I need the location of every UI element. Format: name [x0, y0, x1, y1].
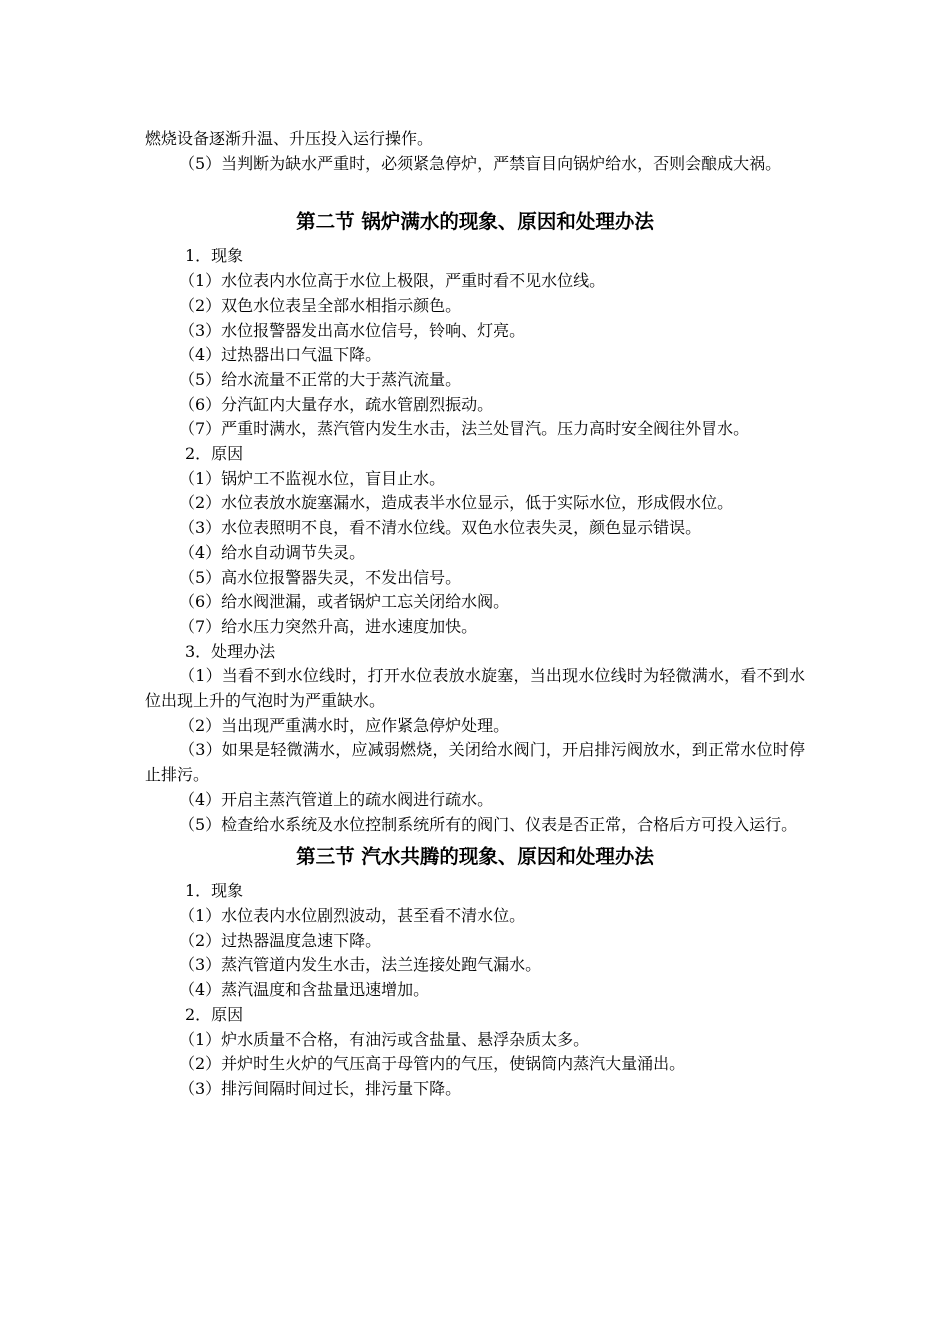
section-2-cause-item: （2）水位表放水旋塞漏水，造成表半水位显示，低于实际水位，形成假水位。 — [179, 493, 734, 513]
document-page — [145, 127, 805, 1102]
section-3-causes-heading: 2．原因 — [185, 1004, 244, 1024]
section-3-cause-item: （1）炉水质量不合格，有油污或含盐量、悬浮杂质太多。 — [179, 1029, 590, 1049]
section-3-phenomena-item: （1）水位表内水位剧烈波动，甚至看不清水位。 — [179, 905, 526, 925]
section-3-phenomena-item: （2）过热器温度急速下降。 — [179, 930, 382, 950]
section-2-handling-item: （1）当看不到水位线时，打开水位表放水旋塞，当出现水位线时为轻微满水，看不到水位出现上升的气泡时为严重缺水。 — [145, 666, 805, 711]
section-2-phenomena-item: （1）水位表内水位高于水位上极限，严重时看不见水位线。 — [179, 271, 606, 291]
section-3-phenomena-heading: 1．现象 — [185, 881, 244, 901]
section-3-phenomena-item: （4）蒸汽温度和含盐量迅速增加。 — [179, 980, 430, 1000]
section-2-phenomena-heading: 1．现象 — [185, 246, 244, 266]
section-2-phenomena-item: （5）给水流量不正常的大于蒸汽流量。 — [179, 369, 462, 389]
section-2-handling-item: （4）开启主蒸汽管道上的疏水阀进行疏水。 — [179, 789, 494, 809]
section-3-cause-item: （3）排污间隔时间过长，排污量下降。 — [179, 1078, 462, 1098]
section-2-handling-heading: 3．处理办法 — [185, 641, 276, 661]
section-2-cause-item: （1）锅炉工不监视水位，盲目止水。 — [179, 468, 446, 488]
section-3-cause-item: （2）并炉时生火炉的气压高于母管内的气压，使锅筒内蒸汽大量涌出。 — [179, 1054, 686, 1074]
section-2-cause-item: （5）高水位报警器失灵，不发出信号。 — [179, 567, 462, 587]
section-2-phenomena-item: （3）水位报警器发出高水位信号，铃响、灯亮。 — [179, 320, 526, 340]
section-2-cause-item: （6）给水阀泄漏，或者锅炉工忘关闭给水阀。 — [179, 592, 510, 612]
section-2-cause-item: （3）水位表照明不良，看不清水位线。双色水位表失灵，颜色显示错误。 — [179, 518, 702, 538]
section-2-phenomena-item: （4）过热器出口气温下降。 — [179, 345, 382, 365]
section-3-phenomena-item: （3）蒸汽管道内发生水击，法兰连接处跑气漏水。 — [179, 955, 542, 975]
section-3-title: 第三节 汽水共腾的现象、原因和处理办法 — [296, 845, 654, 869]
section-2-cause-item: （4）给水自动调节失灵。 — [179, 542, 366, 562]
section-2-handling-item: （3）如果是轻微满水，应减弱燃烧，关闭给水阀门，开启排污阀放水，到正常水位时停止排污。 — [145, 740, 805, 785]
section-2-phenomena-item: （7）严重时满水，蒸汽管内发生水击，法兰处冒汽。压力高时安全阀往外冒水。 — [179, 419, 750, 439]
section-2-handling-item: （2）当出现严重满水时，应作紧急停炉处理。 — [179, 715, 510, 735]
section-2-phenomena-item: （6）分汽缸内大量存水，疏水管剧烈振动。 — [179, 394, 494, 414]
section-2-causes-heading: 2．原因 — [185, 444, 244, 464]
section-2-phenomena-item: （2）双色水位表呈全部水相指示颜色。 — [179, 295, 462, 315]
section-2-cause-item: （7）给水压力突然升高，进水速度加快。 — [179, 616, 478, 636]
section-2-handling-item: （5）检查给水系统及水位控制系统所有的阀门、仪表是否正常，合格后方可投入运行。 — [179, 814, 798, 834]
intro-item-5: （5）当判断为缺水严重时，必须紧急停炉，严禁盲目向锅炉给水，否则会酿成大祸。 — [179, 153, 782, 173]
section-2-title: 第二节 锅炉满水的现象、原因和处理办法 — [296, 210, 654, 234]
intro-line: 燃烧设备逐渐升温、升压投入运行操作。 — [145, 129, 434, 148]
